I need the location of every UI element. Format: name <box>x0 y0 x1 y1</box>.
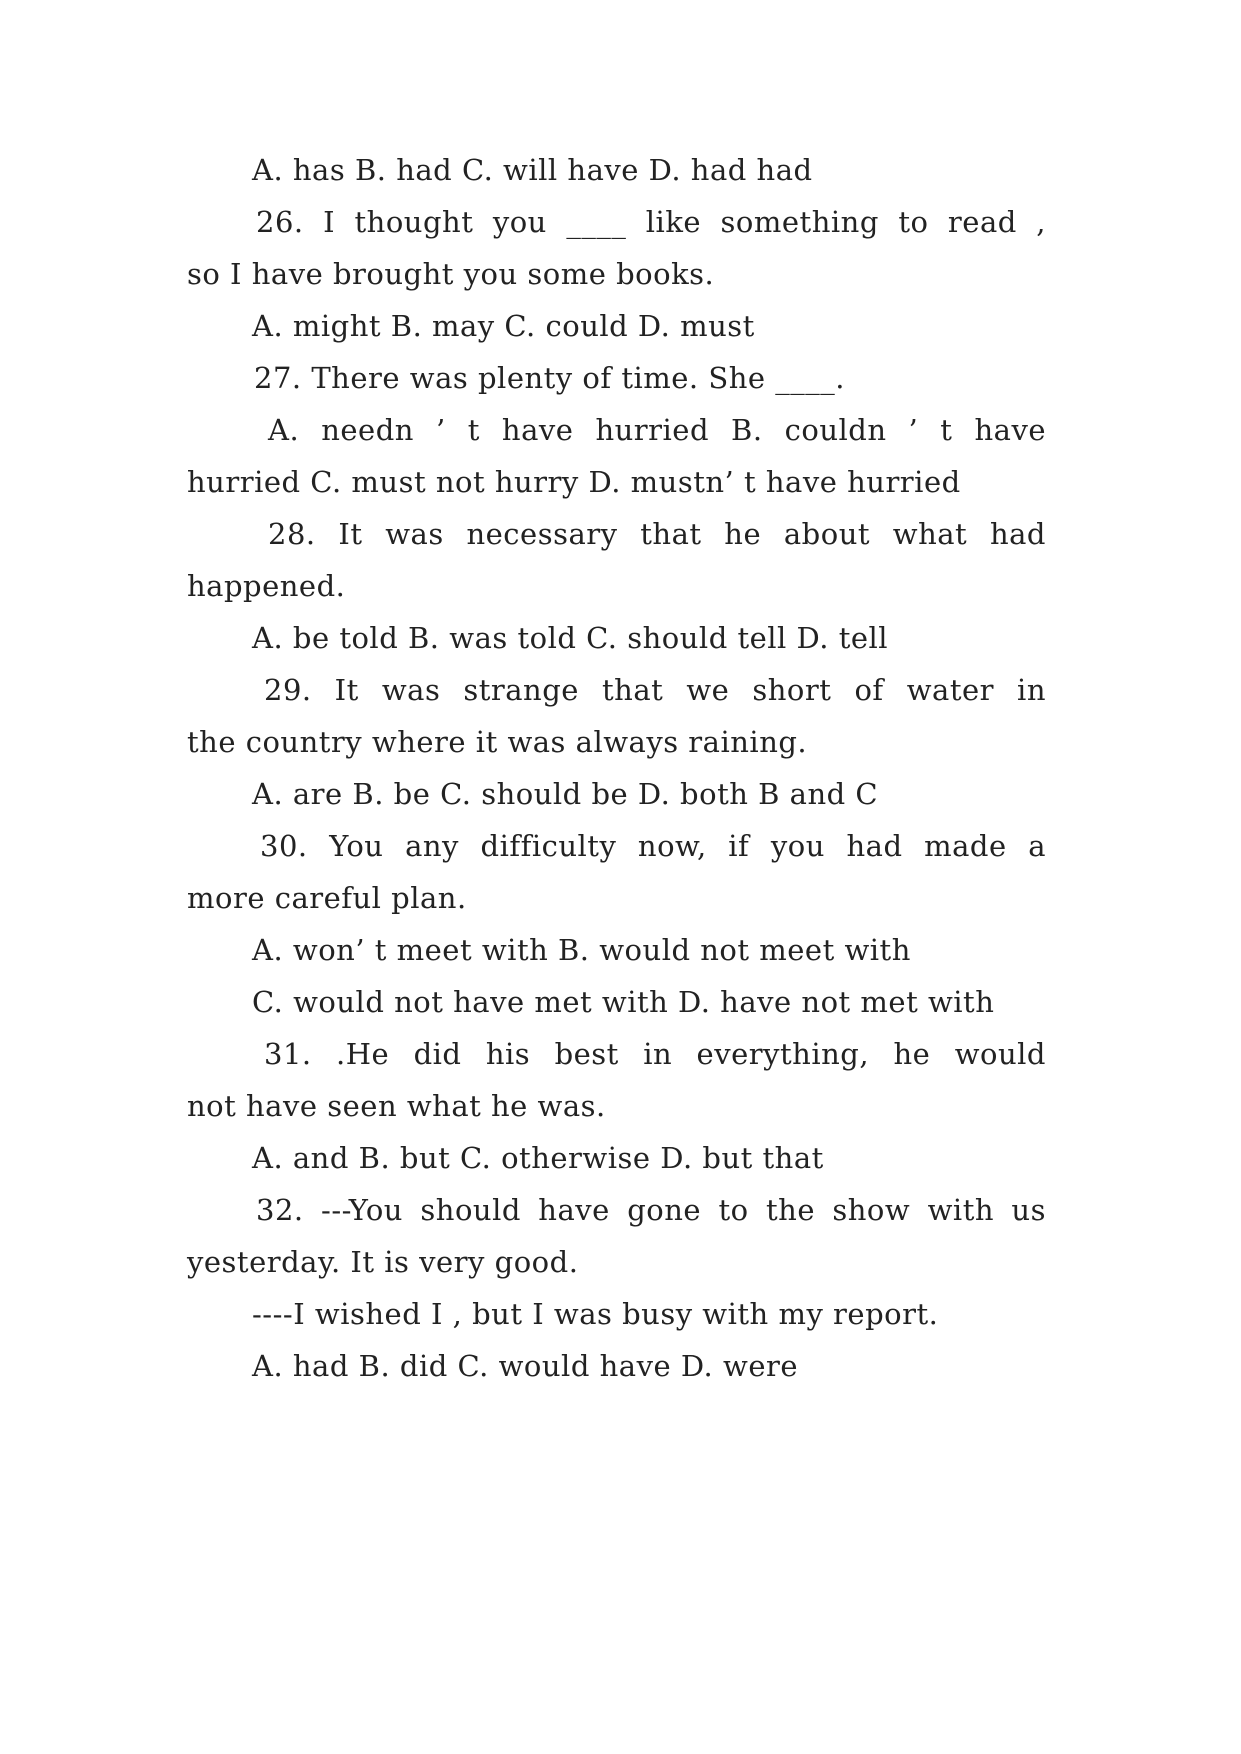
q31-stem: 31. .He did his best in everything, he would <box>264 1037 1046 1071</box>
q29-stem: 29. It was strange that we short of water in <box>264 673 1046 707</box>
q28-stem: 28. It was necessary that he about what had <box>268 517 1046 551</box>
q31-options: A. and B. but C. otherwise D. but that <box>252 1141 824 1175</box>
q26-stem-continued: so I have brought you some books. <box>187 257 715 291</box>
q25-options: A. has B. had C. will have D. had had <box>252 153 813 187</box>
q30-stem-continued: more careful plan. <box>187 881 467 915</box>
q32-reply: ----I wished I , but I was busy with my report. <box>252 1297 939 1331</box>
q32-options: A. had B. did C. would have D. were <box>252 1349 798 1383</box>
q30-options-cd: C. would not have met with D. have not met with <box>252 985 995 1019</box>
q26-options: A. might B. may C. could D. must <box>252 309 755 343</box>
q27-stem: 27. There was plenty of time. She ____. <box>254 361 845 395</box>
q29-options: A. are B. be C. should be D. both B and C <box>252 777 879 811</box>
q26-stem: 26. I thought you ____ like something to read , <box>256 205 1046 239</box>
q32-stem-continued: yesterday. It is very good. <box>187 1245 579 1279</box>
q30-options-ab: A. won’ t meet with B. would not meet with <box>252 933 911 967</box>
q27-options: A. needn ’ t have hurried B. couldn ’ t have <box>268 413 1046 447</box>
q27-options-continued: hurried C. must not hurry D. mustn’ t have hurried <box>187 465 961 499</box>
q28-stem-continued: happened. <box>187 569 346 603</box>
q29-stem-continued: the country where it was always raining. <box>187 725 808 759</box>
q28-options: A. be told B. was told C. should tell D. tell <box>252 621 889 655</box>
q30-stem: 30. You any difficulty now, if you had made a <box>260 829 1046 863</box>
q31-stem-continued: not have seen what he was. <box>187 1089 606 1123</box>
q32-stem: 32. ---You should have gone to the show with us <box>256 1193 1046 1227</box>
